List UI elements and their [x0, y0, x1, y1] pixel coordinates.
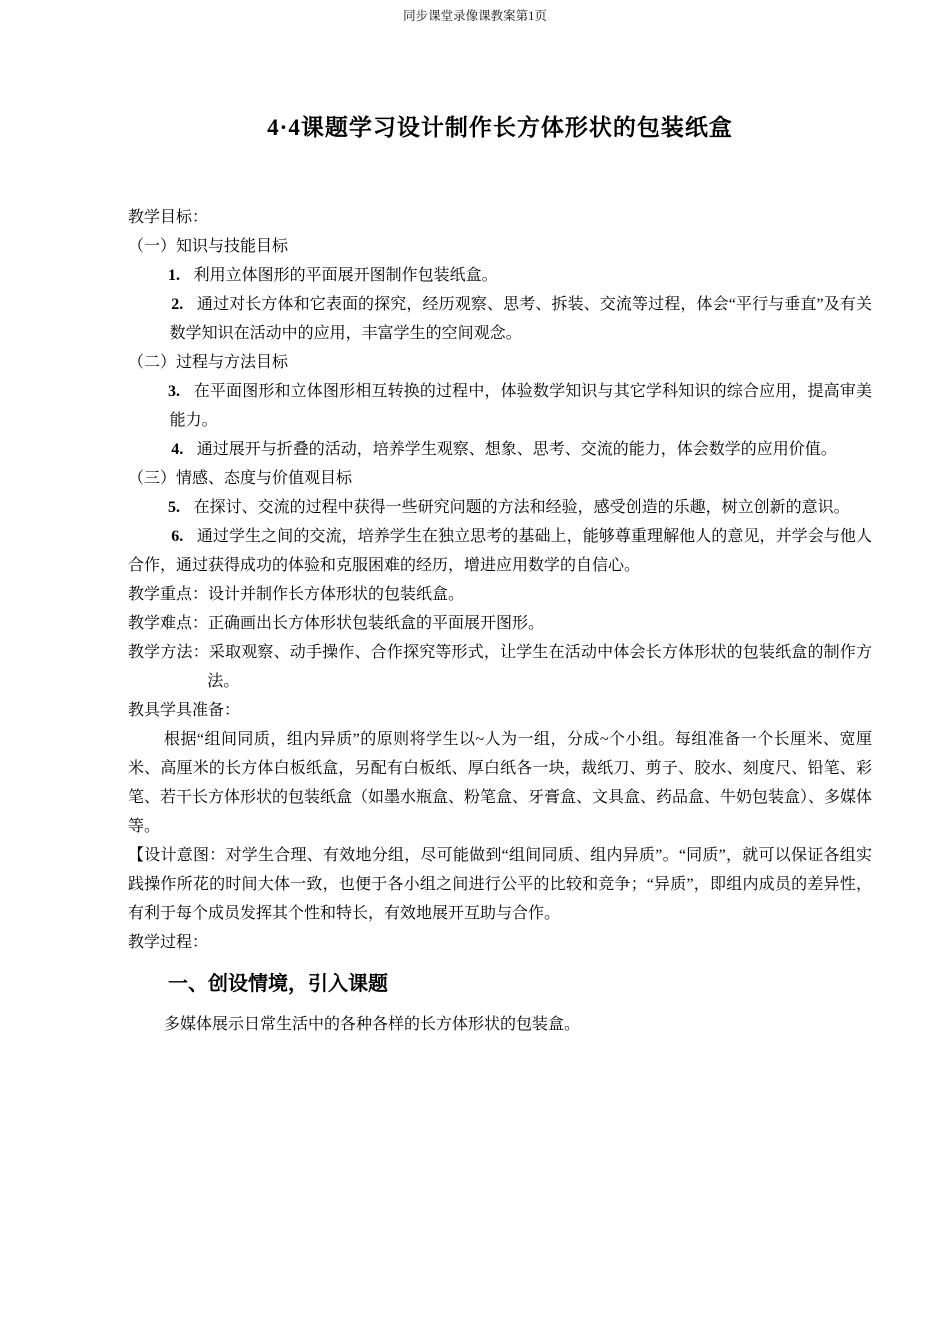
paragraph: 多媒体展示日常生活中的各种各样的长方体形状的包装盒。 [164, 1016, 581, 1033]
list-number: 2. [171, 296, 184, 313]
list-number: 1. [168, 267, 180, 284]
paragraph: （一）知识与技能目标 [128, 238, 289, 255]
paragraph: （二）过程与方法目标 [128, 354, 289, 371]
document-title: 4·4课题学习设计制作长方体形状的包装纸盒 [267, 115, 733, 140]
paragraph [128, 493, 872, 522]
paragraph: 教学重点：设计并制作长方体形状的包装纸盒。 [128, 586, 465, 603]
list-text: 在平面图形和立体图形相互转换的过程中，体验数学知识与其它学科知识的综合应用，提高审美能力。 [169, 383, 872, 429]
paragraph [128, 435, 872, 464]
paragraph: 根据“组间同质，组内异质”的原则将学生以~人为一组，分成~个小组。每组准备一个长厘米、宽厘米、高厘米的长方体白板纸盒，另配有白板纸、厚白纸各一块，裁纸刀、剪子、胶水、刻度尺、铅笔、彩笔、若干长方体形状的包装纸盒（如墨水瓶盒、粉笔盒、牙膏盒、文具盒、药品盒、牛奶包装盒）、多媒体等。 [128, 731, 873, 835]
list-text: 利用立体图形的平面展开图制作包装纸盒。 [193, 267, 498, 284]
list-number: 3. [168, 383, 180, 400]
paragraph: 教学过程： [128, 934, 209, 951]
list-text: 在探讨、交流的过程中获得一些研究问题的方法和经验，感受创造的乐趣，树立创新的意识。 [193, 499, 850, 516]
document-body [128, 203, 872, 1039]
list-text: 通过学生之间的交流，培养学生在独立思考的基础上，能够尊重理解他人的意见，并学会与他人合作，通过获得成功的体验和克服困难的经历，增进应用数学的自信心。 [128, 528, 872, 574]
section-heading: 一、创设情境，引入课题 [168, 973, 388, 995]
paragraph [128, 261, 872, 290]
paragraph: 教学难点：正确画出长方体形状包装纸盒的平面展开图形。 [128, 615, 545, 632]
paragraph [128, 290, 872, 348]
paragraph: 教学方法：采取观察、动手操作、合作探究等形式，让学生在活动中体会长方体形状的包装纸盒的制作方法。 [128, 644, 872, 690]
paragraph: （三）情感、态度与价值观目标 [128, 470, 353, 487]
paragraph [128, 377, 872, 435]
page-header: 同步课堂录像课教案第1页 [403, 9, 547, 23]
list-number: 5. [168, 499, 180, 516]
list-text: 通过展开与折叠的活动，培养学生观察、想象、思考、交流的能力，体会数学的应用价值。 [196, 441, 837, 458]
paragraph: 教学目标： [128, 209, 209, 226]
list-number: 6. [171, 528, 184, 545]
list-text: 通过对长方体和它表面的探究，经历观察、思考、拆装、交流等过程，体会“平行与垂直”及有关数学知识在活动中的应用，丰富学生的空间观念。 [169, 296, 872, 342]
paragraph: 教具学具准备： [128, 702, 241, 719]
paragraph [128, 522, 872, 580]
paragraph: 【设计意图：对学生合理、有效地分组，尽可能做到“组间同质、组内异质”。“同质”，就可以保证各组实践操作所花的时间大体一致，也便于各小组之间进行公平的比较和竞争；“异质”，即组内成员的差异性，有利于每个成员发挥其个性和特长，有效地展开互助与合作。 [128, 847, 872, 922]
list-number: 4. [171, 441, 184, 458]
